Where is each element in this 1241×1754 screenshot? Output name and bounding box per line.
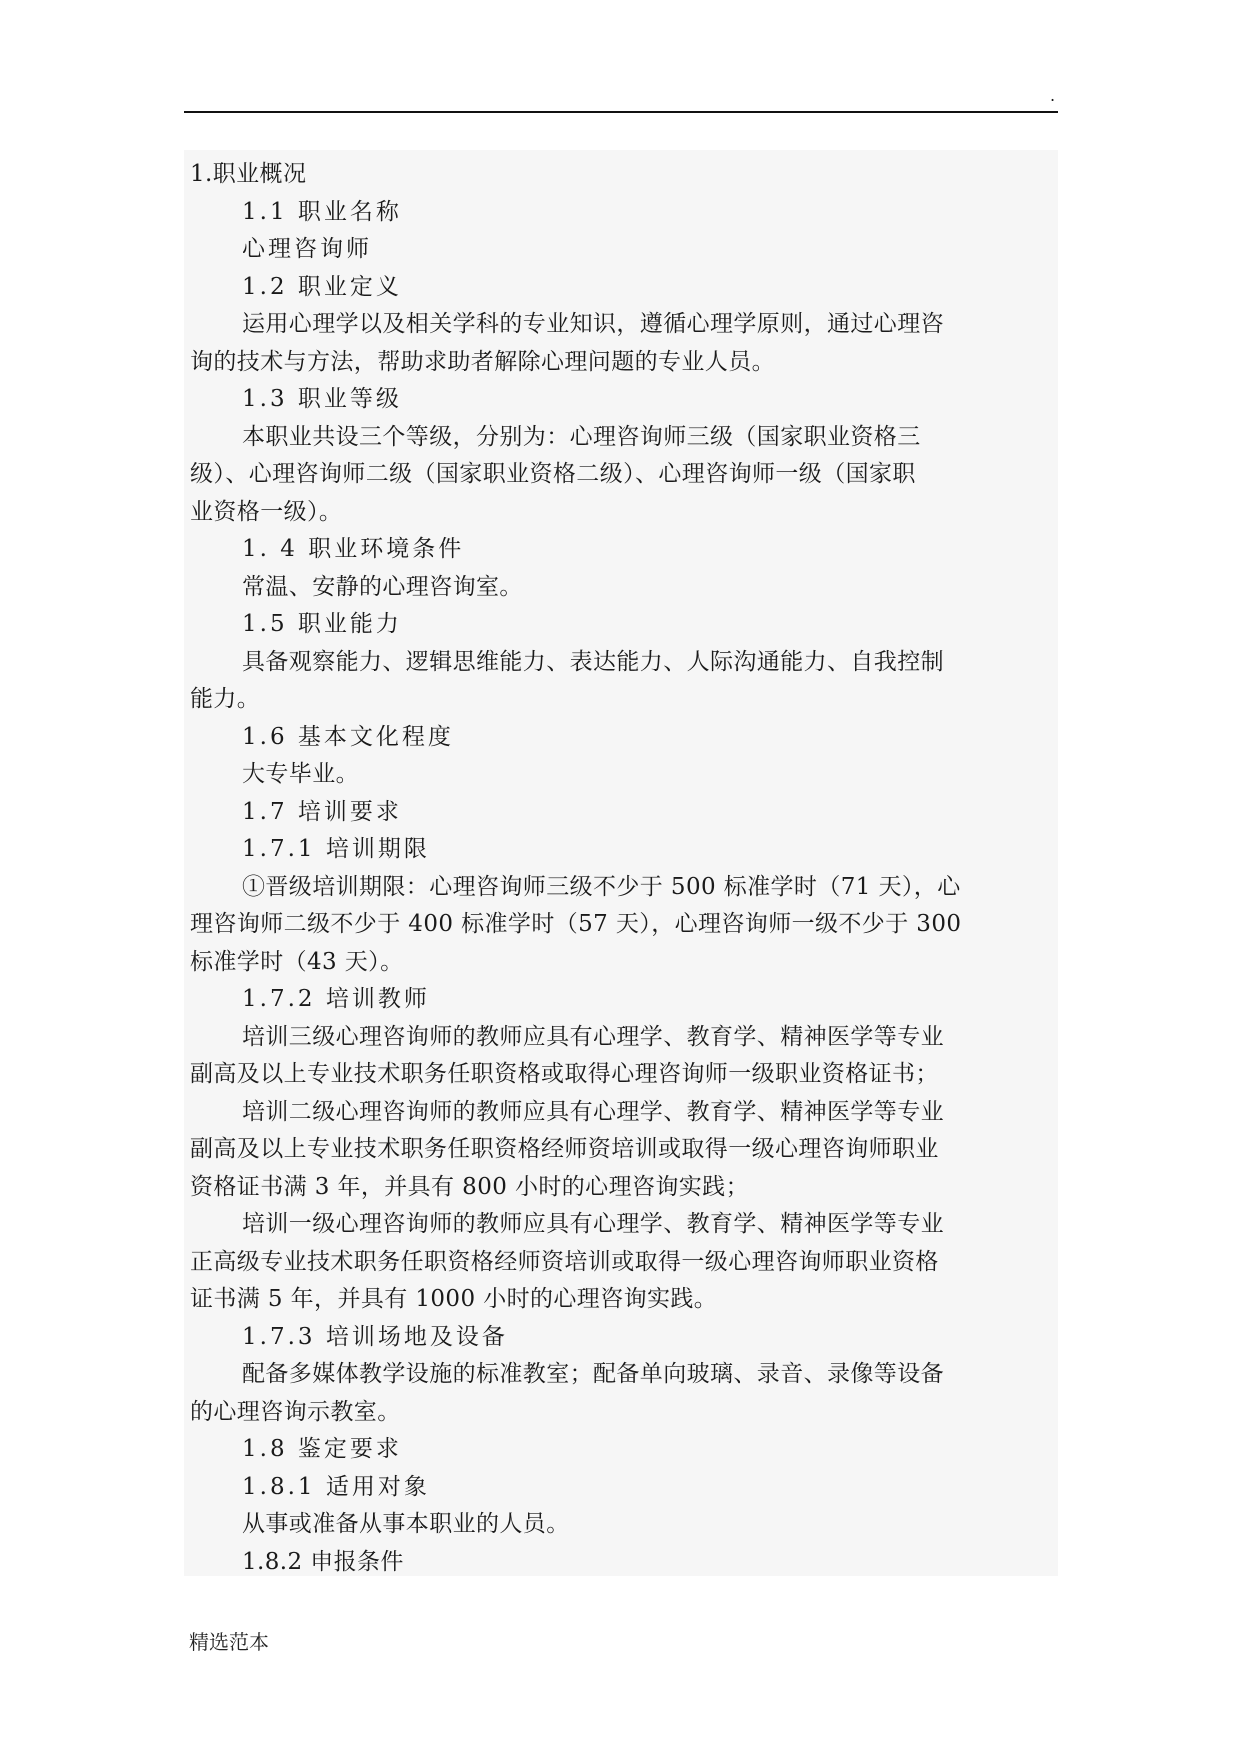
document-line: 询的技术与方法，帮助求助者解除心理问题的专业人员。 — [190, 348, 775, 375]
document-line: 1.8.2 申报条件 — [242, 1548, 404, 1575]
footer-label: 精选范本 — [189, 1630, 269, 1654]
document-line: 能力。 — [190, 686, 261, 712]
document-line: 具备观察能力、逻辑思维能力、表达能力、人际沟通能力、自我控制 — [242, 648, 944, 675]
document-line: 1. 4 职业环境条件 — [242, 536, 465, 562]
document-line: 理咨询师二级不少于 400 标准学时（57 天），心理咨询师一级不少于 300 — [190, 911, 962, 937]
document-line: 证书满 5 年，并具有 1000 小时的心理咨询实践。 — [190, 1286, 718, 1312]
document-line: 1.5 职业能力 — [242, 611, 402, 637]
document-line: 1.6 基本文化程度 — [242, 723, 454, 750]
document-line: 本职业共设三个等级，分别为：心理咨询师三级（国家职业资格三 — [242, 423, 921, 450]
document-line: 培训一级心理咨询师的教师应具有心理学、教育学、精神医学等专业 — [242, 1211, 944, 1237]
document-line: 常温、安静的心理咨询室。 — [242, 573, 523, 600]
document-line: 运用心理学以及相关学科的专业知识，遵循心理学原则，通过心理咨 — [242, 311, 944, 337]
document-line: 1.7.1 培训期限 — [242, 836, 430, 862]
document-line: 从事或准备从事本职业的人员。 — [242, 1511, 570, 1537]
document-line: 配备多媒体教学设施的标准教室；配备单向玻璃、录音、录像等设备 — [242, 1361, 944, 1387]
document-line: 培训三级心理咨询师的教师应具有心理学、教育学、精神医学等专业 — [242, 1023, 944, 1050]
document-line: 业资格一级）。 — [190, 498, 343, 525]
header-rule — [184, 111, 1058, 113]
document-line: 级）、心理咨询师二级（国家职业资格二级）、心理咨询师一级（国家职 — [190, 461, 916, 487]
document-line: 副高及以上专业技术职务任职资格经师资培训或取得一级心理咨询师职业 — [190, 1136, 939, 1162]
document-line: 1.8 鉴定要求 — [242, 1436, 402, 1462]
document-line: 1.7 培训要求 — [242, 798, 402, 825]
header-mark: . — [1050, 86, 1056, 105]
document-line: 的心理咨询示教室。 — [190, 1398, 401, 1425]
document-line: 心理咨询师 — [242, 236, 372, 262]
document-line: 1.2 职业定义 — [242, 273, 402, 300]
document-line: 培训二级心理咨询师的教师应具有心理学、教育学、精神医学等专业 — [242, 1098, 944, 1125]
document-line: 1.3 职业等级 — [242, 386, 402, 412]
document-line: 1.8.1 适用对象 — [242, 1473, 430, 1500]
document-line: 标准学时（43 天）。 — [190, 948, 404, 975]
document-line: 大专毕业。 — [242, 761, 359, 787]
document-line: 资格证书满 3 年，并具有 800 小时的心理咨询实践； — [190, 1173, 749, 1200]
document-line: 1.7.2 培训教师 — [242, 986, 430, 1012]
document-line: ①晋级培训期限：心理咨询师三级不少于 500 标准学时（71 天），心 — [242, 873, 961, 900]
document-line: 1.1 职业名称 — [242, 198, 402, 225]
document-line: 副高及以上专业技术职务任职资格或取得心理咨询师一级职业资格证书； — [190, 1061, 939, 1087]
document-line: 1.职业概况 — [190, 161, 307, 187]
document-line: 1.7.3 培训场地及设备 — [242, 1323, 508, 1350]
document-line: 正高级专业技术职务任职资格经师资培训或取得一级心理咨询师职业资格 — [190, 1248, 939, 1275]
document-body — [184, 150, 1058, 1576]
